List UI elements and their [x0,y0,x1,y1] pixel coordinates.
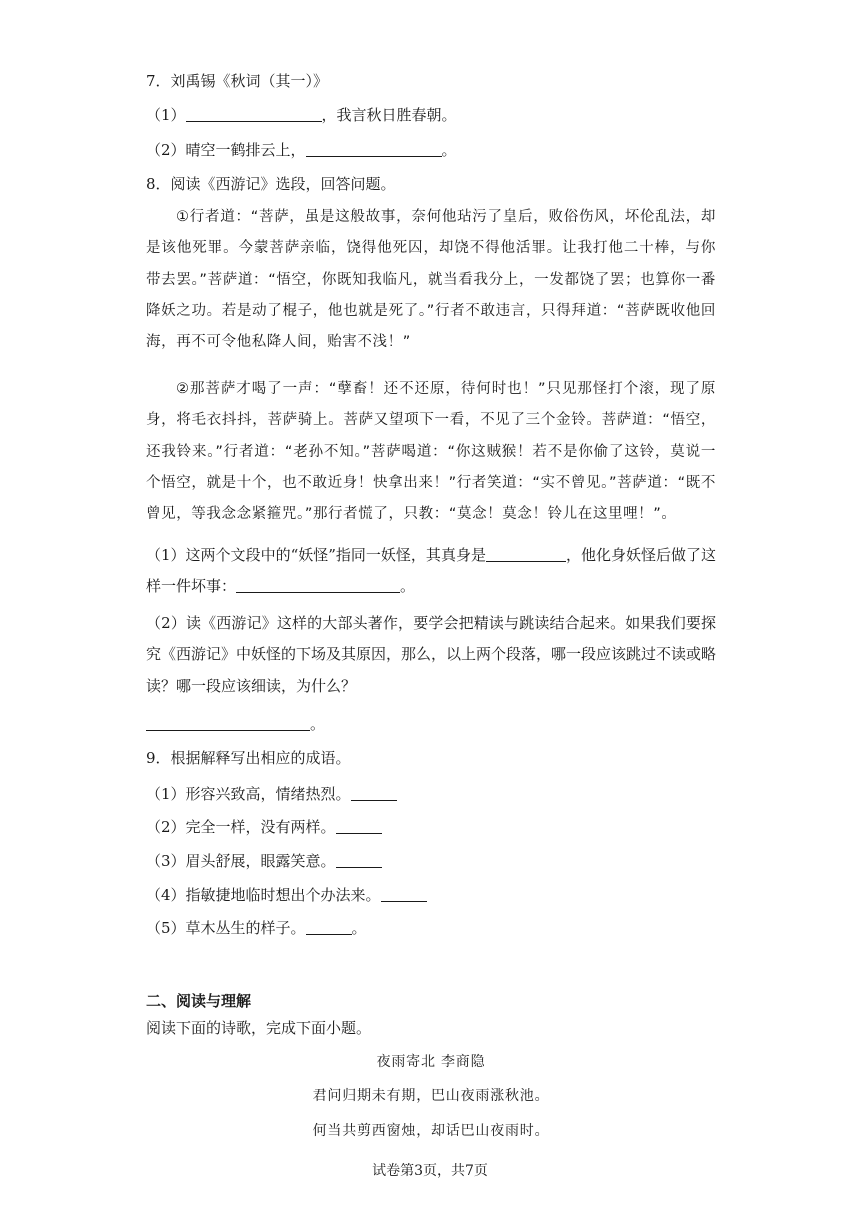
answer-blank[interactable] [336,818,382,834]
q9-item-3 [146,850,382,872]
q7-item-1-prefix: （1） [146,106,186,124]
q9-item-5 [146,917,367,939]
answer-blank[interactable] [306,141,442,157]
answer-blank[interactable] [486,546,566,562]
q8-passage-2: ②那菩萨才喝了一声：“孽畜！还不还原，待何时也！”只见那怪打个滚，现了原身，将毛衣抖抖，菩萨骑上。菩萨又望项下一看，不见了三个金铃。菩萨道：“悟空，还我铃来。”行者道：“老孙不知。”菩萨喝道：“你这贼猴！若不是你偷了这铃，莫说一个悟空，就是十个，也不敢近身！快拿出来！”行者笑道：“实不曾见。”菩萨道：“既不曾见，等我念念紧箍咒。”那行者慌了，只教：“莫念！莫念！铃儿在这里哩！”。 [146,381,716,523]
q7-item-2-prefix: （2）晴空一鹤排云上， [146,141,306,159]
q9-title: 9．根据解释写出相应的成语。 [146,749,351,767]
q8-title: 8．阅读《西游记》选段，回答问题。 [146,175,396,193]
answer-blank[interactable] [146,715,310,731]
q8-sub2-end: 。 [310,715,326,733]
section-2-heading: 二、阅读与理解 [146,992,252,1010]
answer-blank[interactable] [306,919,352,935]
q9-item-2-text: （2）完全一样，没有两样。 [146,818,336,836]
answer-blank[interactable] [336,852,382,868]
q7-title: 7．刘禹锡《秋词（其一）》 [146,72,329,90]
q9-item-4 [146,884,427,906]
poem-line-2: 何当共剪西窗烛，却话巴山夜雨时。 [312,1123,550,1139]
poem-title: 夜雨寄北 李商隐 [376,1054,486,1070]
q7-item-2-suffix: 。 [441,141,457,159]
page-footer: 试卷第3页，共7页 [372,1163,488,1179]
q8-sub-question-1 [146,540,716,603]
q7-item-2 [146,139,457,161]
q7-item-1-suffix: ，我言秋日胜春朝。 [321,106,457,124]
answer-blank[interactable] [381,886,427,902]
answer-blank[interactable] [236,577,400,593]
q8-sub-question-2: （2）读《西游记》这样的大部头著作，要学会把精读与跳读结合起来。如果我们要探究《西游记》中妖怪的下场及其原因，那么，以上两个段落，哪一段应该跳过不读或略读？哪一段应该细读，为什么？ [146,614,717,695]
q9-item-4-text: （4）指敏捷地临时想出个办法来。 [146,886,381,904]
q9-item-1-text: （1）形容兴致高，情绪热烈。 [146,785,351,803]
q9-item-2 [146,816,382,838]
q9-item-5-text: （5）草木丛生的样子。 [146,919,306,937]
q9-item-1 [146,783,397,805]
q7-item-1 [146,104,457,126]
answer-blank[interactable] [351,785,397,801]
q8-sub1-part-b: ，他化身妖怪后做了这样一件坏事： [146,546,716,596]
poem-line-1: 君问归期未有期，巴山夜雨涨秋池。 [312,1088,550,1104]
answer-blank[interactable] [186,106,322,122]
q9-item-3-text: （3）眉头舒展，眼露笑意。 [146,852,336,870]
q8-sub1-part-c: 。 [400,577,416,596]
q8-sub2-answer [146,713,325,735]
section-2-instruction: 阅读下面的诗歌，完成下面小题。 [146,1019,372,1037]
q8-passage-1: ①行者道：“菩萨，虽是这般故事，奈何他玷污了皇后，败俗伤风，坏伦乱法，却是该他死罪。今蒙菩萨亲临，饶得他死囚，却饶不得他活罪。让我打他二十棒，与你带去罢。”菩萨道：“悟空，你既知我临凡，就当看我分上，一发都饶了罢；也算你一番降妖之功。若是动了棍子，他也就是死了。”行者不敢违言，只得拜道：“菩萨既收他回海，再不可令他私降人间，贻害不浅！” [146,209,716,351]
q8-sub1-part-a: （1）这两个文段中的“妖怪”指同一妖怪，其真身是 [146,546,486,564]
q9-item-5-end: 。 [351,919,367,937]
